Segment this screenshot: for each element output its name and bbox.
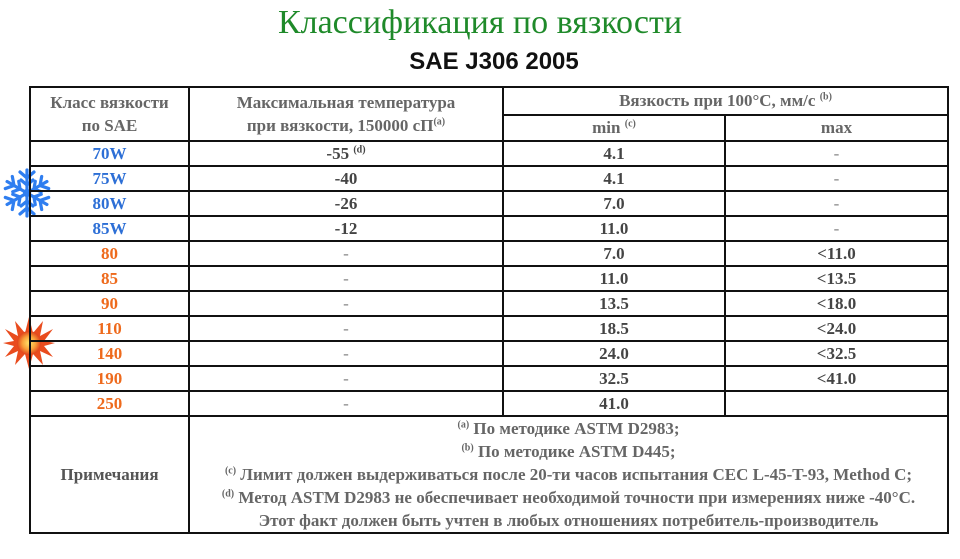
temp-footnote: (d) [353,144,366,156]
table-row [30,141,948,166]
min-cell: 11.0 [503,216,725,241]
temp-cell: -26 [189,191,503,216]
class-cell: 110 [30,316,189,341]
header-min-text: min [592,118,621,138]
temp-cell [189,141,503,166]
header-temp-line1: Максимальная температура [236,93,456,112]
header-temp-line2 [190,114,502,137]
notes-content [189,416,948,533]
header-class-line1: Класс вязкости [50,93,169,112]
table-row [30,291,948,316]
max-cell: - [725,166,948,191]
max-cell: <18.0 [725,291,948,316]
temp-cell: - [189,391,503,416]
table-header-row [30,87,948,115]
header-max: max [725,115,948,141]
temp-cell: - [189,366,503,391]
notes-label: Примечания [30,416,189,533]
note-text: По методике ASTM D445; [473,442,676,461]
header-temperature [189,87,503,141]
header-temp-line2-text: при вязкости, 150000 сП [246,116,434,135]
note-item [190,440,947,463]
min-cell: 13.5 [503,291,725,316]
temp-cell: - [189,316,503,341]
min-cell: 41.0 [503,391,725,416]
table-row [30,316,948,341]
note-text: Лимит должен выдерживаться после 20-ти часов испытания CEC L-45-T-93, Method C; [236,465,913,484]
note-item [190,463,947,486]
min-cell: 7.0 [503,191,725,216]
max-cell: - [725,141,948,166]
header-class-line2: по SAE [81,116,138,135]
table-row [30,366,948,391]
header-min-footnote: (c) [624,118,636,130]
temp-cell: -40 [189,166,503,191]
temp-cell: - [189,241,503,266]
max-cell: <24.0 [725,316,948,341]
min-cell: 7.0 [503,241,725,266]
class-cell: 90 [30,291,189,316]
class-cell: 250 [30,391,189,416]
header-class [30,87,189,141]
min-cell: 24.0 [503,341,725,366]
note-item [190,486,947,509]
note-text: Метод ASTM D2983 не обеспечивает необходимой точности при измерениях ниже -40°С. [234,488,916,507]
note-item [190,417,947,440]
note-mark: (a) [457,419,470,431]
class-cell: 80W [30,191,189,216]
max-cell: <11.0 [725,241,948,266]
temp-value: -55 [326,144,350,163]
min-cell: 32.5 [503,366,725,391]
header-viscosity-text: Вязкость при 100°С, мм/с [619,90,816,110]
note-mark: (d) [221,488,235,500]
page-title: Классификация по вязкости [277,4,683,41]
class-cell: 75W [30,166,189,191]
header-viscosity-footnote: (b) [819,91,832,103]
temp-cell: - [189,341,503,366]
table-row [30,191,948,216]
table-row [30,391,948,416]
header-temp-footnote: (a) [433,116,446,128]
note-mark: (b) [461,442,474,454]
viscosity-table [29,86,949,534]
page-subtitle: SAE J306 2005 [409,48,579,75]
class-cell: 85 [30,266,189,291]
class-cell: 140 [30,341,189,366]
class-cell: 190 [30,366,189,391]
temp-cell: - [189,266,503,291]
note-footer: Этот факт должен быть учтен в любых отношениях потребитель-производитель [258,511,879,530]
header-viscosity [503,87,948,115]
temp-cell: - [189,291,503,316]
temp-cell: -12 [189,216,503,241]
header-min [503,115,725,141]
max-cell: <13.5 [725,266,948,291]
min-cell: 4.1 [503,141,725,166]
table-row [30,166,948,191]
max-cell: - [725,191,948,216]
table-row [30,341,948,366]
class-cell: 85W [30,216,189,241]
table-row [30,241,948,266]
note-mark: (c) [224,465,237,477]
min-cell: 18.5 [503,316,725,341]
max-cell: - [725,216,948,241]
max-cell: <41.0 [725,366,948,391]
table-row [30,266,948,291]
max-cell: <32.5 [725,341,948,366]
min-cell: 4.1 [503,166,725,191]
class-cell: 80 [30,241,189,266]
min-cell: 11.0 [503,266,725,291]
table-row [30,216,948,241]
notes-row [30,416,948,533]
max-cell [725,391,948,416]
note-text: По методике ASTM D2983; [469,419,680,438]
class-cell: 70W [30,141,189,166]
